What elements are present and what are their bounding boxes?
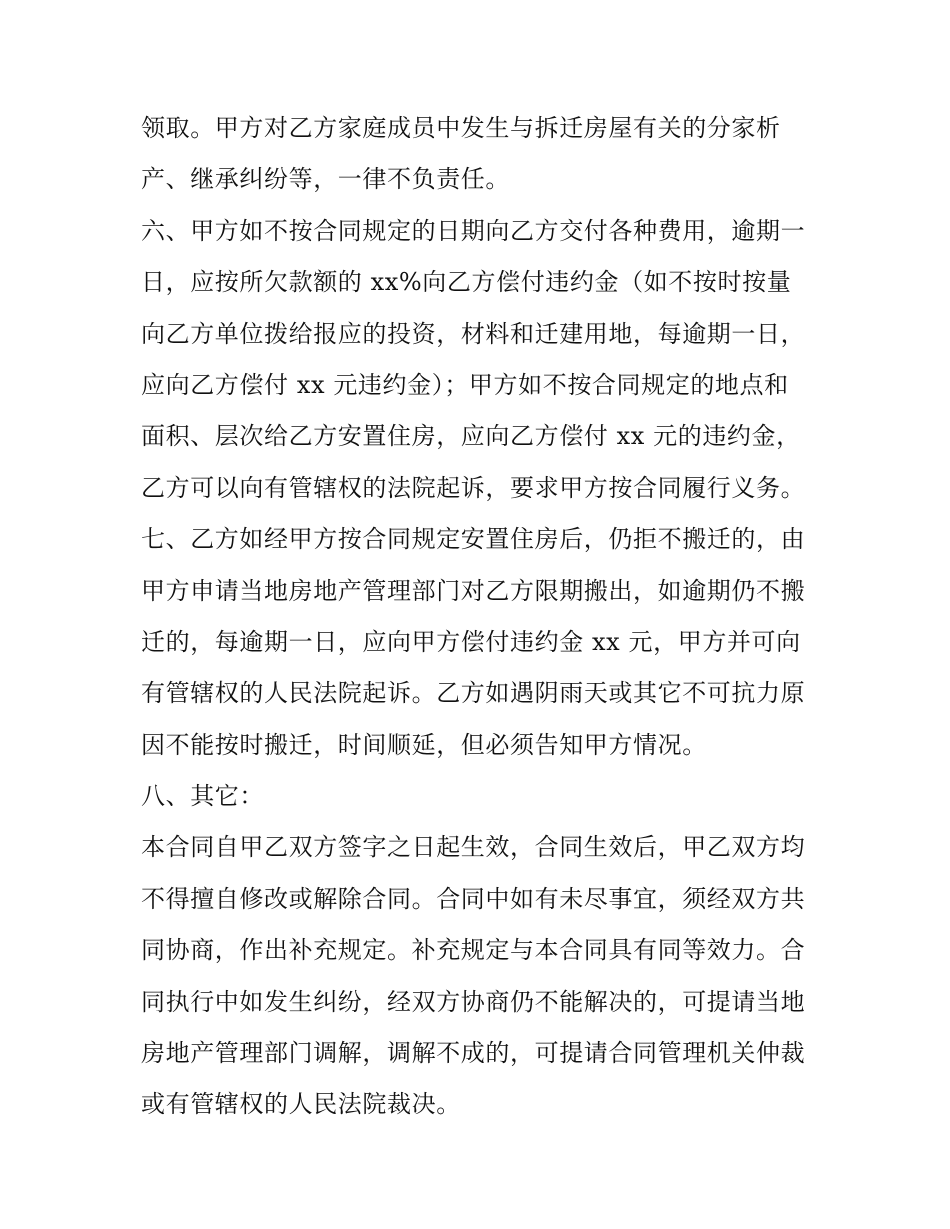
- text-line: 乙方可以向有管辖权的法院起诉，要求甲方按合同履行义务。: [141, 473, 806, 502]
- text-line: 或有管辖权的人民法院裁决。: [141, 1090, 461, 1119]
- text-line: 面积、层次给乙方安置住房，应向乙方偿付 xx 元的违约金，: [141, 422, 801, 451]
- text-line: 同协商，作出补充规定。补充规定与本合同具有同等效力。合: [141, 936, 806, 965]
- text-line: 领取。甲方对乙方家庭成员中发生与拆迁房屋有关的分家析: [141, 114, 781, 142]
- clause-7-line: 七、乙方如经甲方按合同规定安置住房后，仍拒不搬迁的，由: [141, 525, 806, 554]
- text-line: 向乙方单位拨给报应的投资，材料和迁建用地，每逾期一日，: [141, 319, 806, 348]
- text-line: 本合同自甲乙双方签字之日起生效，合同生效后，甲乙双方均: [141, 833, 806, 862]
- text-line: 产、继承纠纷等，一律不负责任。: [141, 165, 510, 194]
- contract-text: [141, 103, 821, 1131]
- clause-8-heading: 八、其它：: [141, 782, 264, 811]
- text-line: 日，应按所欠款额的 xx%向乙方偿付违约金（如不按时按量: [141, 268, 792, 297]
- text-line: 房地产管理部门调解，调解不成的，可提请合同管理机关仲裁: [141, 1039, 806, 1068]
- text-line: 同执行中如发生纠纷，经双方协商仍不能解决的，可提请当地: [141, 987, 806, 1016]
- text-line: 不得擅自修改或解除合同。合同中如有未尽事宜，须经双方共: [141, 884, 806, 913]
- text-line: 甲方申请当地房地产管理部门对乙方限期搬出，如逾期仍不搬: [141, 576, 806, 605]
- text-line: 有管辖权的人民法院起诉。乙方如遇阴雨天或其它不可抗力原: [141, 679, 806, 708]
- text-line: 因不能按时搬迁，时间顺延，但必须告知甲方情况。: [141, 730, 707, 759]
- text-line: 迁的，每逾期一日，应向甲方偿付违约金 xx 元，甲方并可向: [141, 627, 801, 656]
- clause-6-line: 六、甲方如不按合同规定的日期向乙方交付各种费用，逾期一: [141, 216, 806, 245]
- text-line: 应向乙方偿付 xx 元违约金）；甲方如不按合同规定的地点和: [141, 370, 789, 399]
